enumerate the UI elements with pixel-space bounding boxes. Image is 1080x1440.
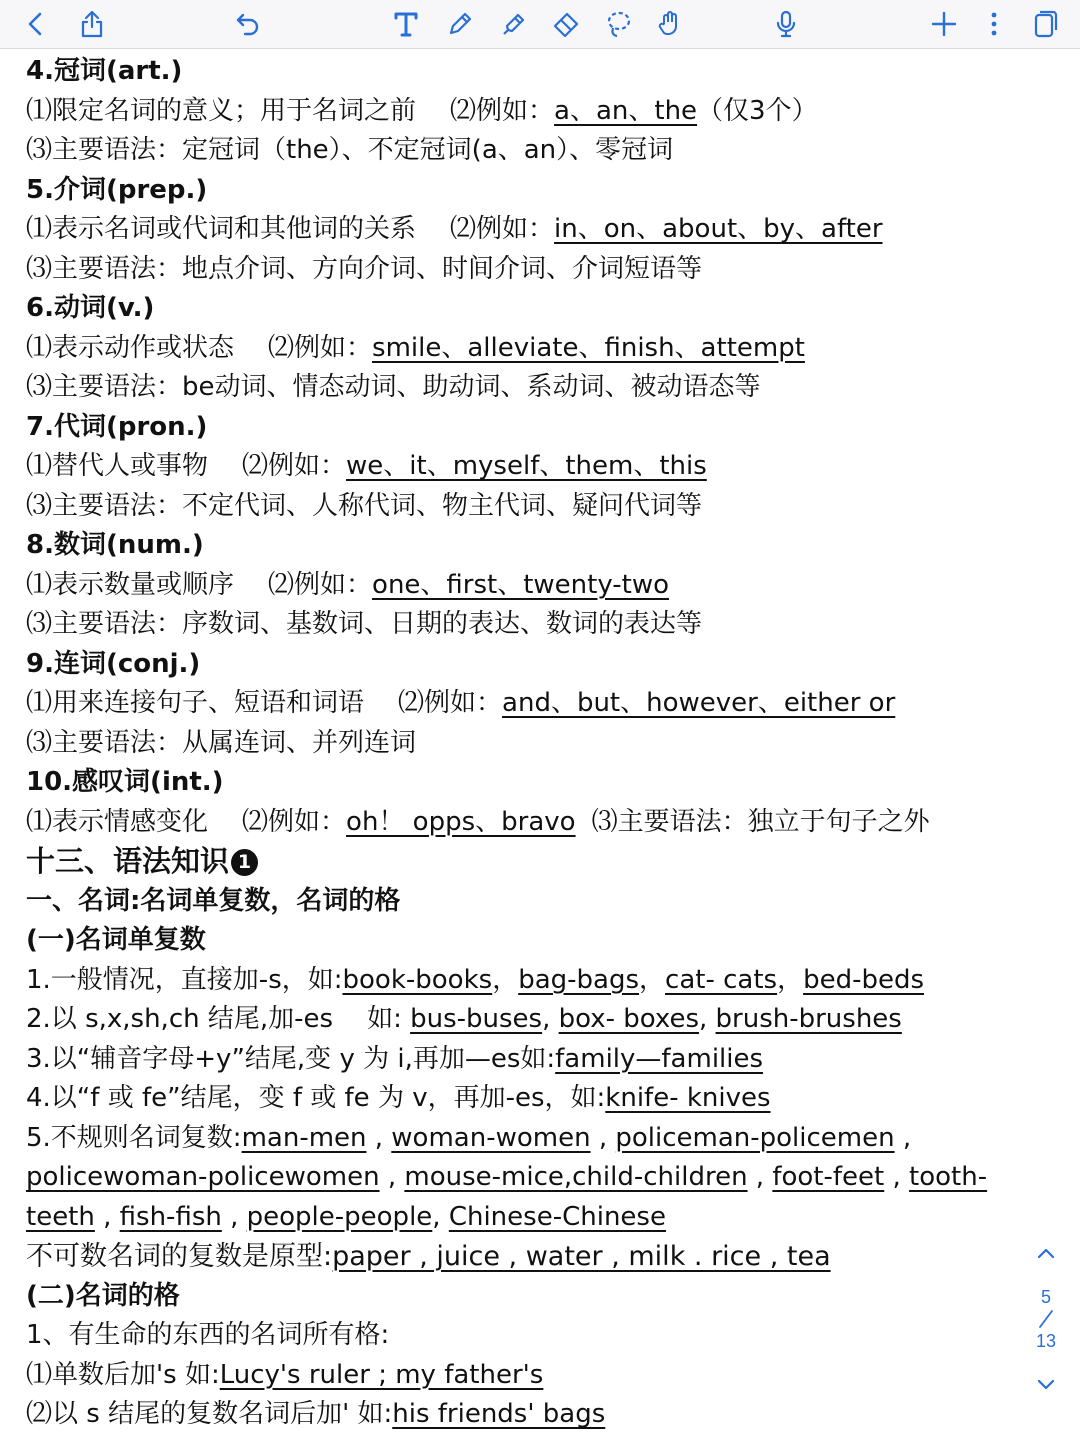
example-text: oh！ opps、bravo [346,806,576,837]
note-line [26,1237,1046,1277]
example-text: and、but、however、either or [502,688,896,718]
note-line: policewoman-policewomen , mouse-mice,child-children , foot-feet , tooth- [26,1162,988,1192]
example-text: mouse-mice,child-children [404,1162,748,1192]
example-text: a、an、the [554,95,698,126]
note-line: ⑶主要语法：be动词、情态动词、助动词、系动词、被动语态等 [26,372,761,402]
pen-icon[interactable] [440,4,480,44]
text: ⑴表示数量或顺序 [26,569,235,600]
text: ⑶主要语法：独立于句子之外 [591,806,930,837]
note-line: ⑶主要语法：定冠词（the）、不定冠词(a、an）、零冠词 [26,135,674,165]
note-page [26,52,1046,1435]
subsection-heading: (二)名词的格 [26,1280,180,1311]
page-separator [1031,1308,1061,1330]
example-text: people-people [246,1201,433,1232]
text: 如: [367,1004,402,1034]
text: ⑵例如： [242,451,347,481]
text: ⑴表示名词或代词和其他词的关系 [26,214,417,244]
section-heading: 6.动词(v.) [26,293,155,323]
highlighter-icon[interactable] [494,4,534,44]
text: ⑴用来连接句子、短语和词语 [26,688,365,718]
section-heading: 4.冠词(art.) [26,56,183,86]
text: 不可数名词的复数是原型: [26,1241,333,1272]
subsection-heading: (一)名词单复数 [26,925,206,955]
more-icon[interactable] [974,4,1014,44]
section-heading: 一、名词:名词单复数，名词的格 [26,885,401,916]
example-text: policeman-policemen [615,1122,895,1153]
note-line: ⑶主要语法：从属连词、并列连词 [26,727,417,758]
text: ⑵例如： [242,806,347,837]
example-text: smile、alleviate、finish、attempt [372,332,805,363]
example-text: family—families [555,1043,764,1074]
section-heading: 5.介词(prep.) [26,174,208,205]
example-text: policewoman-policewomen [26,1162,380,1192]
text: ⑵例如： [398,688,503,718]
example-text: fish-fish [119,1201,222,1232]
example-text: book-books [342,964,493,995]
undo-icon[interactable] [228,4,268,44]
text: ⑴替代人或事物 [26,451,209,481]
example-text: tooth- [909,1162,988,1192]
note-line [26,803,1046,843]
note-line: 5.不规则名词复数:man-men , woman-women , policeman-policemen , [26,1122,912,1153]
note-line: 1、有生命的东西的名词所有格: [26,1320,390,1350]
example-text: bag-bags [518,964,640,995]
text: ⑵例如： [268,569,373,600]
total-pages: 13 [1035,1331,1057,1351]
text: ⑵例如： [450,214,555,244]
example-text: foot-feet [772,1162,885,1192]
example-text: box- boxes [558,1004,699,1034]
section-heading: 7.代词(pron.) [26,411,208,442]
example-text: teeth [26,1201,95,1232]
example-text: bus-buses [410,1004,543,1034]
note-line: teeth , fish-fish , people-people, Chinese-Chinese [26,1201,666,1232]
text: 1.一般情况，直接加-s，如: [26,964,343,995]
text: 3.以“辅音字母+y”结尾,变 y 为 i,再加—es如: [26,1043,556,1074]
text: ⑴限定名词的意义；用于名词之前 [26,95,417,126]
eraser-icon[interactable] [546,4,586,44]
chapter-heading [26,842,1046,882]
note-line [26,210,1046,250]
microphone-icon[interactable] [766,4,806,44]
note-line: 1.一般情况，直接加-s，如:book-books，bag-bags，cat- cats，bed-beds [26,964,925,995]
note-line [26,566,1046,606]
note-line [26,1040,1046,1080]
example-text: man-men [241,1122,367,1153]
example-text: Lucy's ruler ; my father's [219,1359,544,1390]
note-line [26,92,1046,132]
example-text: we、it、myself、them、this [346,451,707,481]
note-line [26,1079,1046,1119]
example-text: in、on、about、by、after [554,214,883,244]
text: 2.以 s,x,sh,ch 结尾,加-es [26,1004,334,1034]
text: 4.以“f 或 fe”结尾，变 f 或 fe 为 v，再加-es，如: [26,1083,606,1113]
number-badge: 1 [231,849,258,876]
note-line: ⑶主要语法：序数词、基数词、日期的表达、数词的表达等 [26,609,703,639]
note-line [26,684,1046,724]
note-line: 2.以 s,x,sh,ch 结尾,加-es 如: bus-buses, box- boxes, brush-brushes [26,1004,902,1034]
note-line [26,1395,1046,1435]
text: 十三、语法知识 [26,844,230,878]
example-text: cat- cats [665,964,778,995]
example-text: Chinese-Chinese [448,1201,666,1232]
note-line [26,1356,1046,1396]
pages-icon[interactable] [1024,4,1064,44]
text: ⑴单数后加's 如: [26,1359,220,1390]
section-heading: 8.数词(num.) [26,530,204,560]
share-icon[interactable] [72,4,112,44]
text: ⑵以 s 结尾的复数名词后加' 如: [26,1399,393,1429]
example-text: knife- knives [605,1083,771,1113]
example-text: woman-women [391,1122,591,1153]
page-up-icon[interactable] [1031,1238,1061,1268]
note-line [26,447,1046,487]
example-text: paper , juice , water , milk . rice , tea [332,1241,831,1272]
section-heading: 10.感叹词(int.) [26,767,224,797]
text: ⑵例如： [268,332,373,363]
example-text: bed-beds [803,964,925,995]
example-text: brush-brushes [715,1004,902,1034]
page-indicator [1026,1238,1066,1400]
text: ⑵例如： [450,95,555,126]
note-line: ⑶主要语法：地点介词、方向介词、时间介词、介词短语等 [26,253,703,284]
text: ⑴表示动作或状态 [26,332,235,363]
section-heading: 9.连词(conj.) [26,648,201,679]
top-toolbar [0,0,1080,49]
text: （仅3个） [697,95,818,126]
lasso-icon[interactable] [598,4,638,44]
note-line: ⑶主要语法：不定代词、人称代词、物主代词、疑问代词等 [26,490,703,521]
back-icon[interactable] [16,4,56,44]
example-text: his friends' bags [392,1399,606,1429]
note-line [26,329,1046,369]
text: 5.不规则名词复数: [26,1122,242,1153]
page-down-icon[interactable] [1031,1370,1061,1400]
text-tool-icon[interactable] [386,4,426,44]
current-page: 5 [1040,1287,1051,1307]
add-icon[interactable] [924,4,964,44]
example-text: one、first、twenty-two [372,569,670,600]
hand-icon[interactable] [650,4,690,44]
text: ⑴表示情感变化 [26,806,209,837]
